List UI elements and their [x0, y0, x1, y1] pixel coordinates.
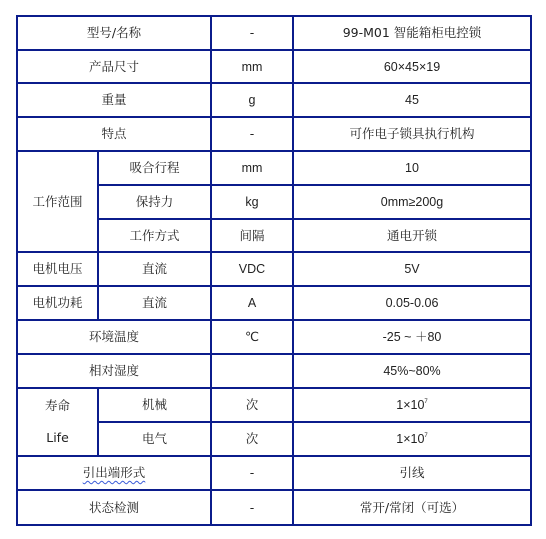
feature-value: 可作电子锁具执行机构 — [293, 117, 531, 151]
motor-voltage-sub: 直流 — [98, 252, 211, 286]
holding-value: 0mm≥200g — [293, 185, 531, 219]
row-status — [17, 490, 531, 525]
size-value: 60×45×19 — [293, 50, 531, 83]
electrical-value — [293, 422, 531, 456]
row-lead-type — [17, 456, 531, 490]
weight-value: 45 — [293, 83, 531, 117]
mechanical-unit: 次 — [211, 388, 293, 422]
row-weight — [17, 83, 531, 117]
weight-label: 重量 — [17, 83, 211, 117]
lead-type-label: 引出端形式 — [82, 465, 146, 480]
lifetime-label-en: Life — [46, 430, 69, 445]
stroke-value: 10 — [293, 151, 531, 185]
row-motor-power — [17, 286, 531, 320]
env-temp-label: 环境温度 — [17, 320, 211, 354]
motor-voltage-value: 5V — [293, 252, 531, 286]
lead-type-label-cell — [17, 456, 211, 490]
model-label: 型号/名称 — [17, 16, 211, 50]
lifetime-label: 寿命 — [44, 398, 70, 413]
mechanical-label: 机械 — [98, 388, 211, 422]
holding-unit: kg — [211, 185, 293, 219]
status-label: 状态检测 — [17, 490, 211, 525]
size-unit: mm — [211, 50, 293, 83]
humidity-label: 相对湿度 — [17, 354, 211, 388]
stroke-unit: mm — [211, 151, 293, 185]
electrical-exp: 7 — [424, 433, 428, 439]
row-motor-voltage — [17, 252, 531, 286]
status-value: 常开/常闭（可选） — [293, 490, 531, 525]
motor-power-value: 0.05-0.06 — [293, 286, 531, 320]
row-feature — [17, 117, 531, 151]
electrical-base: 1×10 — [396, 432, 425, 446]
row-stroke — [17, 151, 531, 185]
motor-voltage-unit: VDC — [211, 252, 293, 286]
row-env-temp — [17, 320, 531, 354]
working-range-label: 工作范围 — [17, 151, 98, 252]
lead-type-unit: - — [211, 456, 293, 490]
mechanical-value — [293, 388, 531, 422]
mechanical-exp: 7 — [424, 399, 428, 405]
holding-label: 保持力 — [98, 185, 211, 219]
row-humidity — [17, 354, 531, 388]
mode-label: 工作方式 — [98, 219, 211, 252]
motor-power-unit: A — [211, 286, 293, 320]
feature-label: 特点 — [17, 117, 211, 151]
motor-power-sub: 直流 — [98, 286, 211, 320]
row-size — [17, 50, 531, 83]
model-unit: - — [211, 16, 293, 50]
motor-voltage-label: 电机电压 — [17, 252, 98, 286]
row-model — [17, 16, 531, 50]
electrical-unit: 次 — [211, 422, 293, 456]
env-temp-value: -25 ~ ＋80 — [293, 320, 531, 354]
env-temp-unit: ℃ — [211, 320, 293, 354]
weight-unit: g — [211, 83, 293, 117]
electrical-label: 电气 — [98, 422, 211, 456]
row-life-mechanical — [17, 388, 531, 422]
size-label: 产品尺寸 — [17, 50, 211, 83]
lifetime-label-cell — [17, 388, 98, 456]
lead-type-value: 引线 — [293, 456, 531, 490]
mode-unit: 间隔 — [211, 219, 293, 252]
humidity-unit — [211, 354, 293, 388]
mechanical-base: 1×10 — [396, 398, 425, 412]
mode-value: 通电开锁 — [293, 219, 531, 252]
spec-table — [16, 15, 532, 526]
stroke-label: 吸合行程 — [98, 151, 211, 185]
model-value: 99-M01 智能箱柜电控锁 — [293, 16, 531, 50]
feature-unit: - — [211, 117, 293, 151]
humidity-value: 45%~80% — [293, 354, 531, 388]
status-unit: - — [211, 490, 293, 525]
motor-power-label: 电机功耗 — [17, 286, 98, 320]
